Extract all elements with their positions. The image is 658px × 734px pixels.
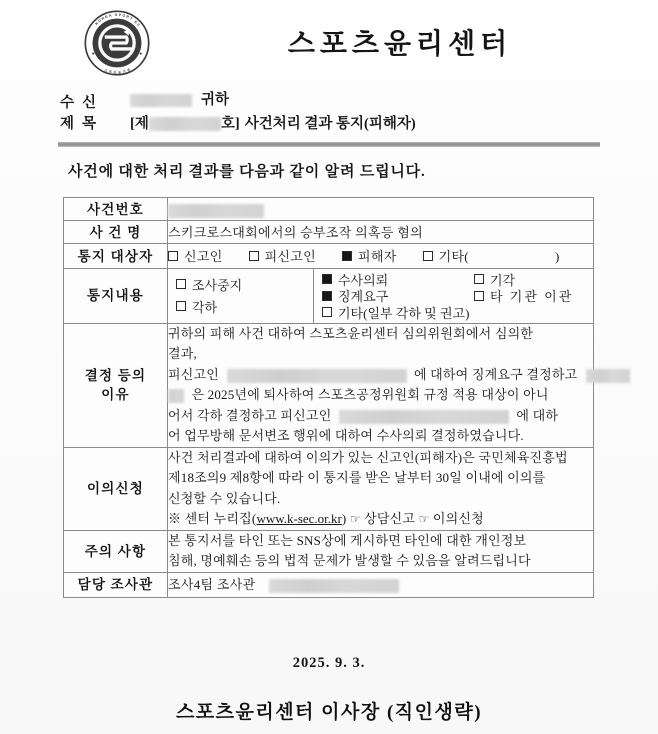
checkbox-label-transfer-other-agency: 타 기관 이관	[490, 289, 574, 305]
checkbox-label-rejection: 기각	[490, 272, 516, 288]
row-label-investigator: 담당 조사관	[64, 572, 168, 597]
svg-text:윤: 윤	[117, 70, 122, 75]
page-title: 스포츠윤리센터	[287, 29, 513, 60]
svg-text:스: 스	[103, 68, 109, 73]
signature-line: 스포츠윤리센터 이사장 (직인생략)	[175, 702, 483, 723]
issue-date: 2025. 9. 3.	[292, 655, 366, 671]
svg-text:T: T	[129, 16, 133, 21]
intro-sentence: 사건에 대한 처리 결과를 다음과 같이 알려 드립니다.	[68, 164, 426, 180]
redaction-block-respondent-2-cont	[168, 389, 184, 403]
investigator-team-text: 조사4팀 조사관	[168, 577, 256, 592]
decision-reason-line-4-a: 은 2025년에 퇴사하여 스포츠공정위원회 규정 적용 대상이 아니	[191, 387, 549, 402]
table-row-appeal	[64, 447, 594, 530]
row-label-appeal: 이의신청	[64, 447, 168, 530]
center-website-link[interactable]: www.k-sec.or.kr	[256, 511, 342, 526]
checkbox-transfer-other-agency[interactable]	[474, 291, 484, 301]
checkbox-rejection[interactable]	[474, 274, 484, 284]
row-label-case-number: 사건번호	[64, 198, 168, 221]
checkbox-sinkoin[interactable]	[168, 251, 178, 261]
row-label-decision-reason-line2: 이유	[101, 387, 130, 402]
svg-text:O: O	[121, 13, 126, 19]
checkbox-label-pisinkoin: 피신고인	[264, 248, 317, 264]
checkbox-item-investigation-stop[interactable]	[176, 273, 313, 295]
checkbox-label-investigation-stop: 조사중지	[192, 277, 243, 293]
decision-reason-line-3	[168, 365, 593, 386]
row-value-notify-content	[168, 269, 594, 324]
row-value-notify-target	[168, 244, 594, 269]
hand-pointer-icon-1: ☞	[349, 512, 361, 526]
decision-reason-line-5-b: 에 대하	[516, 407, 559, 423]
row-value-case-number	[168, 198, 594, 221]
svg-text:포: 포	[108, 69, 113, 75]
recipient-row	[60, 88, 620, 112]
decision-reason-line-5	[168, 406, 593, 427]
svg-text:C: C	[136, 22, 141, 28]
checkbox-item-sinkoin[interactable]	[168, 247, 223, 266]
header-divider-rule	[58, 142, 600, 147]
checkbox-dismissal[interactable]	[176, 301, 186, 311]
svg-text:P: P	[118, 12, 122, 18]
checkbox-other-partial[interactable]	[322, 307, 332, 317]
checkbox-item-other[interactable]	[423, 247, 560, 266]
subject-text: 사건처리 결과 통지(피해자)	[244, 116, 416, 132]
decision-reason-line-3-b: 에 대하여 징계요구 결정하고	[413, 366, 578, 382]
row-value-caution	[168, 530, 594, 572]
notify-content-right-column	[314, 269, 593, 323]
redaction-block-respondent-2	[586, 369, 630, 383]
appeal-step-2: 이의신청	[432, 511, 484, 526]
document-header	[0, 6, 658, 82]
decision-reason-line-3-a: 피신고인	[168, 366, 220, 382]
notify-content-left-column	[168, 269, 314, 323]
subject-row	[60, 112, 620, 136]
table-row-notify-content	[64, 269, 594, 324]
redaction-block-respondent-3	[339, 410, 509, 424]
checkbox-investigation-stop[interactable]	[176, 279, 186, 289]
svg-text:K: K	[94, 21, 100, 26]
decision-reason-line-2: 결과,	[168, 346, 197, 361]
checkbox-item-victim[interactable]	[342, 247, 397, 266]
row-value-appeal	[168, 447, 594, 530]
row-label-notify-target: 통지 대상자	[64, 244, 168, 269]
table-row-investigator	[64, 572, 594, 597]
checkbox-other-paren-close: )	[554, 248, 560, 264]
redaction-block-investigator-name	[269, 579, 399, 593]
row-label-caution: 주의 사항	[64, 530, 168, 572]
svg-text:A: A	[108, 13, 112, 19]
table-row-notify-target	[64, 244, 594, 269]
table-row-case-number	[64, 198, 594, 221]
caution-line-1: 본 통지서를 타인 또는 SNS상에 게시하면 타인에 대한 개인정보	[168, 532, 527, 548]
checkbox-pisinkoin[interactable]	[249, 251, 259, 261]
checkbox-label-other-partial: 기타(일부 각하 및 권고)	[338, 305, 470, 321]
subject-value	[130, 112, 416, 136]
redaction-block-recipient	[130, 94, 192, 107]
checkbox-item-other-partial[interactable]	[322, 303, 469, 322]
address-block	[60, 88, 620, 136]
svg-text:O: O	[97, 18, 103, 24]
checkbox-disciplinary-request[interactable]	[322, 291, 332, 301]
row-label-decision-reason-line1: 결정 등의	[84, 368, 147, 383]
table-row-caution	[64, 530, 594, 572]
recipient-suffix: 귀하	[201, 92, 230, 108]
redaction-block-case-id	[149, 117, 221, 131]
row-value-investigator	[168, 572, 594, 597]
subject-label: 제목	[60, 116, 105, 132]
appeal-line-1: 사건 처리결과에 대하여 이의가 있는 신고인(피해자)은 국민체육진흥법	[168, 449, 568, 465]
svg-text:E: E	[133, 19, 138, 25]
appeal-line-2: 제18조의9 제8항에 따라 이 통지를 받은 날부터 30일 이내에 이의를	[168, 470, 546, 485]
checkbox-label-investigation-request: 수사의뢰	[338, 272, 389, 288]
svg-text:센: 센	[126, 67, 131, 73]
checkbox-other[interactable]	[423, 251, 433, 261]
decision-reason-line-5-a: 어서 각하 결정하고 피신고인	[168, 407, 332, 423]
subject-prefix: [제	[130, 116, 149, 132]
svg-text:E: E	[104, 14, 109, 20]
caution-line-2: 침해, 명예훼손 등의 법적 문제가 발생할 수 있음을 알려드립니다	[168, 553, 531, 568]
note-mark-icon: ※	[168, 511, 182, 526]
checkbox-investigation-request[interactable]	[322, 274, 332, 284]
decision-reason-line-4	[168, 385, 593, 406]
svg-text:R: R	[125, 14, 130, 20]
case-result-table	[63, 197, 594, 598]
checkbox-item-transfer-other-agency[interactable]	[474, 286, 593, 305]
redaction-block-case-number	[168, 204, 264, 218]
appeal-note-line	[168, 509, 593, 530]
checkbox-label-dismissal: 각하	[192, 299, 218, 315]
checkbox-label-disciplinary-request: 징계요구	[338, 289, 389, 305]
checkbox-item-dismissal[interactable]	[176, 295, 313, 317]
row-value-decision-reason	[168, 323, 594, 447]
checkbox-victim[interactable]	[342, 251, 352, 261]
svg-text:R: R	[100, 16, 106, 22]
recipient-value	[130, 88, 229, 112]
row-label-decision-reason	[64, 323, 168, 447]
row-label-case-name: 사 건 명	[64, 221, 168, 244]
decision-reason-line-1: 귀하의 피해 사건 대하여 스포츠윤리센터 심의위원회에서 심의한	[168, 325, 534, 341]
sports-ethics-center-seal-icon	[84, 10, 150, 76]
checkbox-item-pisinkoin[interactable]	[249, 247, 316, 266]
row-label-notify-content: 통지내용	[64, 269, 168, 324]
row-value-case-name: 스키크로스대회에서의 승부조작 의혹등 혐의	[168, 221, 594, 244]
redaction-block-respondent-1	[227, 369, 407, 383]
decision-reason-line-6: 어 업무방해 문서변조 행위에 대하여 수사의뢰 결정하였습니다.	[168, 428, 524, 443]
appeal-note-prefix: 센터 누리집(	[184, 511, 257, 526]
svg-text:츠: 츠	[113, 70, 117, 75]
recipient-label: 수신	[60, 94, 105, 111]
appeal-line-3: 신청할 수 있습니다.	[168, 490, 281, 506]
subject-mid: 호]	[220, 116, 240, 132]
svg-text:리: 리	[122, 69, 127, 75]
appeal-note-paren: )	[341, 511, 347, 526]
table-row-case-name	[64, 221, 594, 244]
checkbox-label-sinkoin: 신고인	[184, 248, 223, 264]
checkbox-label-other: 기타(	[438, 248, 469, 264]
appeal-step-1: 상담신고	[364, 511, 416, 526]
table-row-decision-reason	[64, 323, 594, 447]
hand-pointer-icon-2: ☞	[418, 512, 430, 526]
svg-text:S: S	[114, 12, 118, 17]
checkbox-label-victim: 피해자	[358, 248, 397, 264]
